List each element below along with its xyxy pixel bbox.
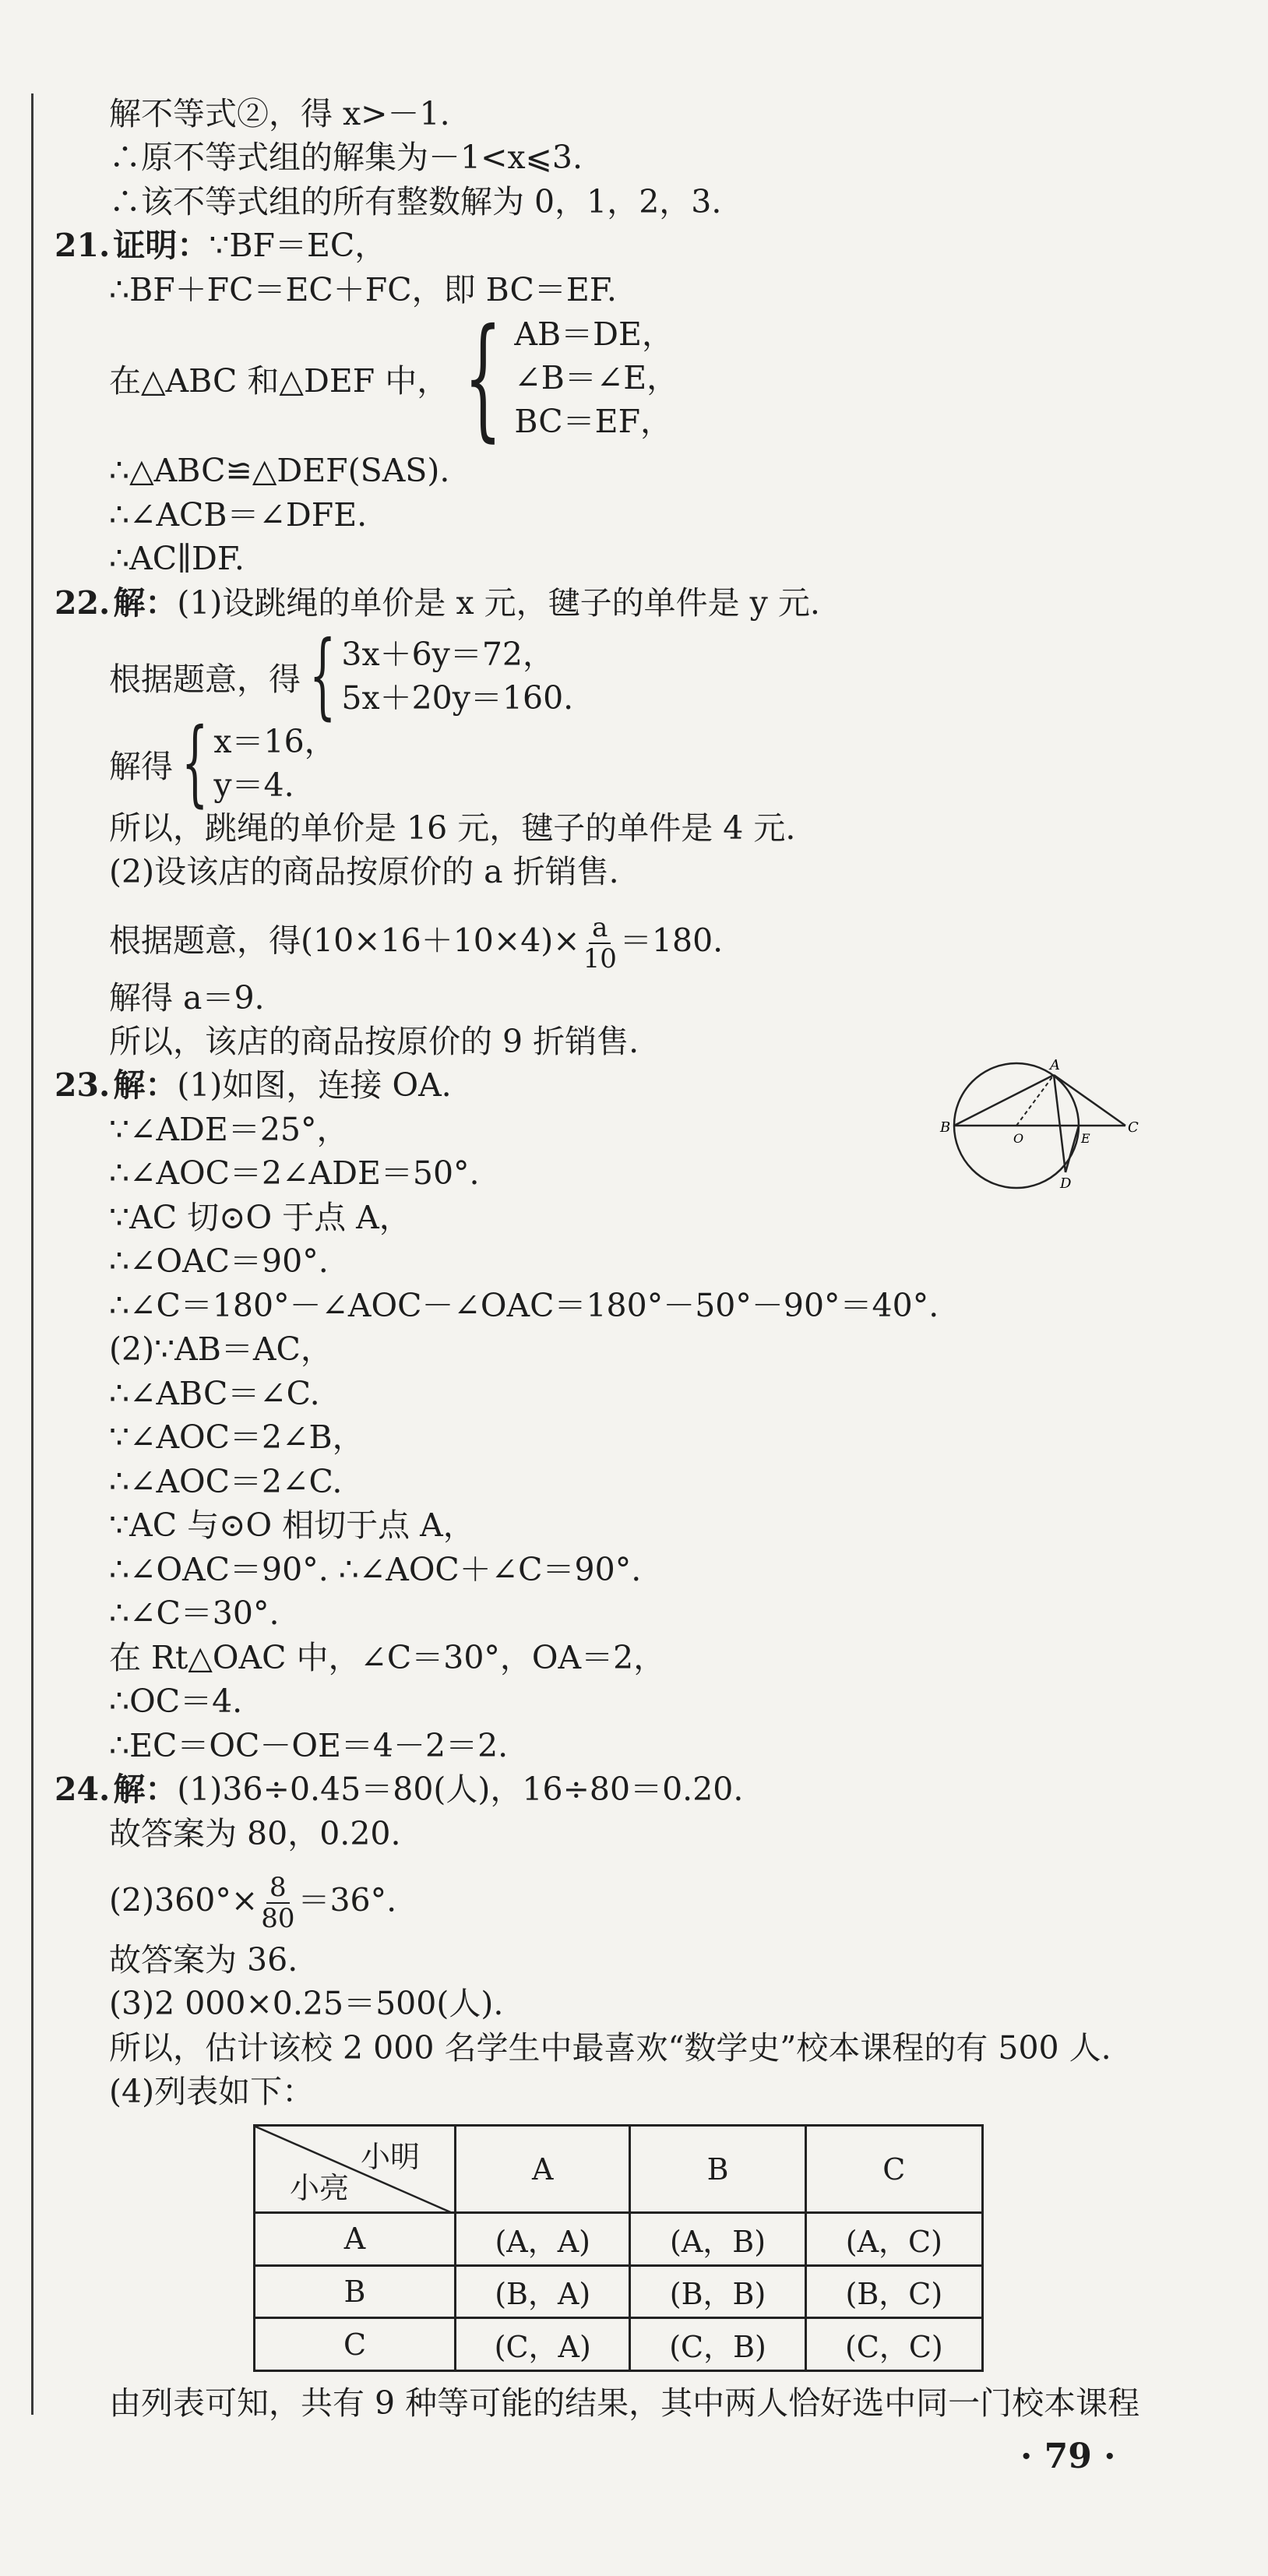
question-24: [55, 1769, 743, 1810]
question-text: (1)如图，连接 OA.: [177, 1066, 452, 1104]
table-cell: (A，A): [456, 2213, 630, 2266]
table-cell: (C，B): [630, 2318, 805, 2371]
table-cell: (B，C): [805, 2265, 982, 2318]
table-cell: (C，C): [805, 2318, 982, 2371]
text-line: (3)2 000×0.25＝500(人).: [109, 1985, 504, 2022]
system-line: x＝16，: [213, 723, 336, 760]
point-label-a: A: [1050, 1057, 1060, 1073]
table-cell: (B，A): [456, 2265, 630, 2318]
text-line: ∴AC∥DF.: [109, 540, 245, 577]
text-line: ∴EC＝OC－OE＝4－2＝2.: [109, 1727, 509, 1764]
table-row: [255, 2318, 983, 2371]
fraction: [583, 913, 617, 974]
text-line: 故答案为 80，0.20.: [109, 1815, 401, 1852]
line-oa: [1016, 1075, 1054, 1126]
fraction-numerator: 8: [266, 1873, 290, 1904]
text-line: ∴∠AOC＝2∠C.: [109, 1463, 343, 1500]
margin-rule: [31, 93, 33, 2415]
text-line: ∴OC＝4.: [109, 1683, 243, 1720]
question-label: 证明：: [113, 227, 210, 264]
question-22: [55, 583, 820, 623]
text-line: ∴△ABC≌△DEF(SAS).: [109, 452, 450, 489]
text-line: 由列表可知，共有 9 种等可能的结果，其中两人恰好选中同一门校本课程: [109, 2384, 1140, 2422]
formula-prefix: 根据题意，得(10×16＋10×4)×: [109, 922, 580, 960]
system-line: 3x＋6y＝72，: [341, 636, 555, 673]
text-line: 故答案为 36.: [109, 1941, 298, 1979]
point-label-e: E: [1081, 1131, 1090, 1146]
formula-suffix: ＝36°.: [298, 1881, 397, 1919]
text-line: 所以，该店的商品按原价的 9 折销售.: [109, 1023, 639, 1060]
point-label-b: B: [940, 1119, 951, 1136]
line-ac: [1054, 1075, 1125, 1126]
column-header: A: [456, 2126, 630, 2213]
system-prefix: 在△ABC 和△DEF 中，: [109, 361, 449, 400]
table-row: [255, 2213, 983, 2266]
geometry-figure: [939, 1048, 1141, 1192]
fraction-denominator: 10: [583, 943, 617, 974]
question-text: (1)36÷0.45＝80(人)，16÷80＝0.20.: [177, 1771, 744, 1808]
text-line: ∴∠AOC＝2∠ADE＝50°.: [109, 1154, 480, 1192]
table-cell: (A，C): [805, 2213, 982, 2266]
system-line: 5x＋20y＝160.: [341, 679, 574, 717]
system-prefix: 解得: [109, 747, 173, 785]
table-header-row: [255, 2126, 983, 2213]
line-ab: [954, 1075, 1054, 1126]
text-line: ∵AC 与⊙O 相切于点 A，: [109, 1506, 475, 1544]
question-number: 23.: [55, 1066, 111, 1104]
equation-system: [109, 622, 574, 730]
text-line: ∴原不等式组的解集为－1<x⩽3.: [109, 139, 583, 176]
question-number: 21.: [55, 227, 111, 264]
text-line: ∴该不等式组的所有整数解为 0，1，2，3.: [109, 183, 722, 220]
column-header: B: [630, 2126, 805, 2213]
question-23: [55, 1065, 452, 1105]
question-number: 24.: [55, 1771, 111, 1808]
system-line: y＝4.: [213, 766, 294, 804]
formula-suffix: ＝180.: [619, 922, 724, 960]
system-line: AB＝DE，: [514, 315, 674, 353]
text-line: ∴∠ABC＝∠C.: [109, 1375, 320, 1412]
text-line: ∵∠AOC＝2∠B，: [109, 1418, 365, 1456]
text-line: ∴∠C＝30°.: [109, 1595, 280, 1632]
text-line: ∴∠OAC＝90°. ∴∠AOC＋∠C＝90°.: [109, 1551, 642, 1588]
text-line: ∴∠ACB＝∠DFE.: [109, 496, 368, 534]
formula-line: [109, 913, 723, 974]
column-header: C: [805, 2126, 982, 2213]
text-line: 所以，估计该校 2 000 名学生中最喜欢“数学史”校本课程的有 500 人.: [109, 2029, 1111, 2067]
table-corner-cell: [255, 2126, 456, 2213]
system-line: BC＝EF，: [514, 403, 673, 440]
text-line: ∵∠ADE＝25°，: [109, 1111, 349, 1148]
line-ad: [1054, 1075, 1065, 1172]
table-cell: (B，B): [630, 2265, 805, 2318]
page-number: · 79 ·: [1020, 2437, 1116, 2476]
question-text: ∵BF＝EC，: [209, 227, 387, 264]
text-line: (4)列表如下：: [109, 2073, 315, 2110]
question-number: 22.: [55, 584, 111, 622]
text-line: ∴∠C＝180°－∠AOC－∠OAC＝180°－50°－90°＝40°.: [109, 1287, 939, 1324]
line-ed: [1065, 1126, 1079, 1172]
formula-line: [109, 1873, 396, 1933]
brace-symbol: {: [463, 301, 502, 455]
text-line: ∴BF＋FC＝EC＋FC，即 BC＝EF.: [109, 271, 617, 308]
point-label-o: O: [1013, 1131, 1024, 1146]
fraction-denominator: 80: [261, 1903, 295, 1934]
text-line: 解不等式②，得 x>－1.: [109, 95, 450, 132]
table-cell: (A，B): [630, 2213, 805, 2266]
question-label: 解：: [113, 1066, 178, 1104]
column-header-label: 小明: [360, 2140, 420, 2174]
fraction: [261, 1873, 294, 1933]
fraction-numerator: a: [589, 913, 611, 944]
question-21: [55, 225, 386, 266]
table-cell: (C，A): [456, 2318, 630, 2371]
text-line: (2)∵AB＝AC，: [109, 1330, 333, 1368]
row-header: A: [255, 2213, 456, 2266]
point-label-d: D: [1060, 1175, 1072, 1192]
brace-symbol: {: [308, 622, 336, 730]
row-header: C: [255, 2318, 456, 2371]
diagonal-line: [255, 2127, 454, 2214]
system-line: ∠B＝∠E，: [514, 359, 679, 396]
equation-system: [109, 301, 679, 455]
table-row: [255, 2265, 983, 2318]
text-line: 所以，跳绳的单价是 16 元，毽子的单件是 4 元.: [109, 809, 796, 847]
question-label: 解：: [113, 584, 178, 622]
question-label: 解：: [113, 1771, 178, 1808]
text-line: (2)设该店的商品按原价的 a 折销售.: [109, 853, 619, 890]
outcome-table: [253, 2124, 984, 2372]
text-line: 在 Rt△OAC 中，∠C＝30°，OA＝2，: [109, 1639, 666, 1676]
text-line: ∵AC 切⊙O 于点 A，: [109, 1199, 411, 1236]
row-header-label: 小亮: [290, 2171, 350, 2205]
system-prefix: 根据题意，得: [109, 660, 301, 698]
formula-prefix: (2)360°×: [109, 1881, 259, 1919]
equation-system: [109, 709, 336, 817]
question-text: (1)设跳绳的单价是 x 元，毽子的单件是 y 元.: [177, 584, 820, 622]
point-label-c: C: [1128, 1119, 1139, 1136]
text-line: 解得 a＝9.: [109, 979, 265, 1017]
row-header: B: [255, 2265, 456, 2318]
text-line: ∴∠OAC＝90°.: [109, 1242, 329, 1280]
brace-symbol: {: [181, 709, 209, 817]
